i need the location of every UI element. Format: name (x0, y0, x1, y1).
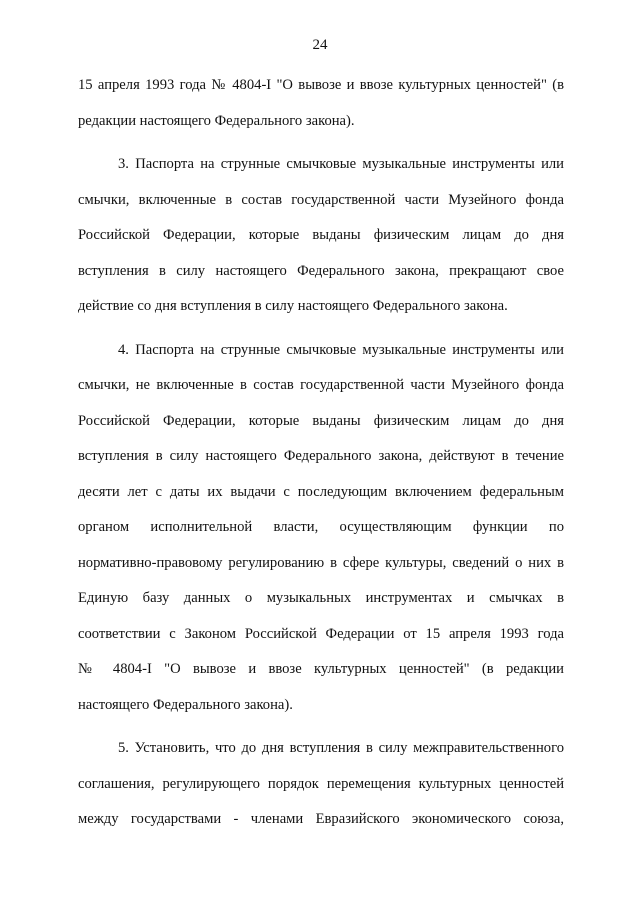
text-line: Российской Федерации, которые выданы физическим лицам до дня (78, 412, 564, 429)
paragraph-4 (78, 333, 564, 724)
text-line: между государствами - членами Евразийского экономического союза, (78, 811, 564, 827)
text-line: № 4804-I "О вывозе и ввозе культурных ценностей" (в редакции (78, 661, 564, 677)
document-body (78, 68, 564, 838)
paragraph-continuation (78, 68, 564, 139)
text-line: настоящего Федерального закона). (78, 696, 293, 713)
text-line: соглашения, регулирующего порядок перемещения культурных ценностей (78, 775, 564, 792)
paragraph-3 (78, 147, 564, 325)
page-number: 24 (312, 37, 328, 53)
text-line: Единую базу данных о музыкальных инструментах и смычках в (78, 590, 564, 606)
text-line: Российской Федерации, которые выданы физическим лицам до дня (78, 227, 564, 243)
text-line: десяти лет с даты их выдачи с последующим включением федеральным (78, 483, 564, 500)
text-line: органом исполнительной власти, осуществляющим функции по (78, 519, 564, 535)
text-line: соответствии с Законом Российской Федерации от 15 апреля 1993 года (78, 625, 564, 642)
paragraph-5 (78, 731, 564, 838)
text-line: смычки, включенные в состав государственной части Музейного фонда (78, 191, 564, 208)
text-line: 4. Паспорта на струнные смычковые музыкальные инструменты или (118, 341, 564, 358)
text-line: нормативно-правовому регулированию в сфере культуры, сведений о них в (78, 554, 564, 571)
text-line: 3. Паспорта на струнные смычковые музыкальные инструменты или (118, 156, 564, 172)
text-line: 5. Установить, что до дня вступления в силу межправительственного (118, 740, 564, 756)
text-line: вступления в силу настоящего Федерального закона, прекращают свое (78, 262, 564, 279)
text-line: редакции настоящего Федерального закона). (78, 112, 355, 129)
text-line: 15 апреля 1993 года № 4804-I "О вывозе и ввозе культурных ценностей" (в (78, 77, 564, 93)
text-line: смычки, не включенные в состав государственной части Музейного фонда (78, 377, 564, 393)
text-line: вступления в силу настоящего Федерального закона, действуют в течение (78, 448, 564, 464)
text-line: действие со дня вступления в силу настоящего Федерального закона. (78, 298, 508, 314)
